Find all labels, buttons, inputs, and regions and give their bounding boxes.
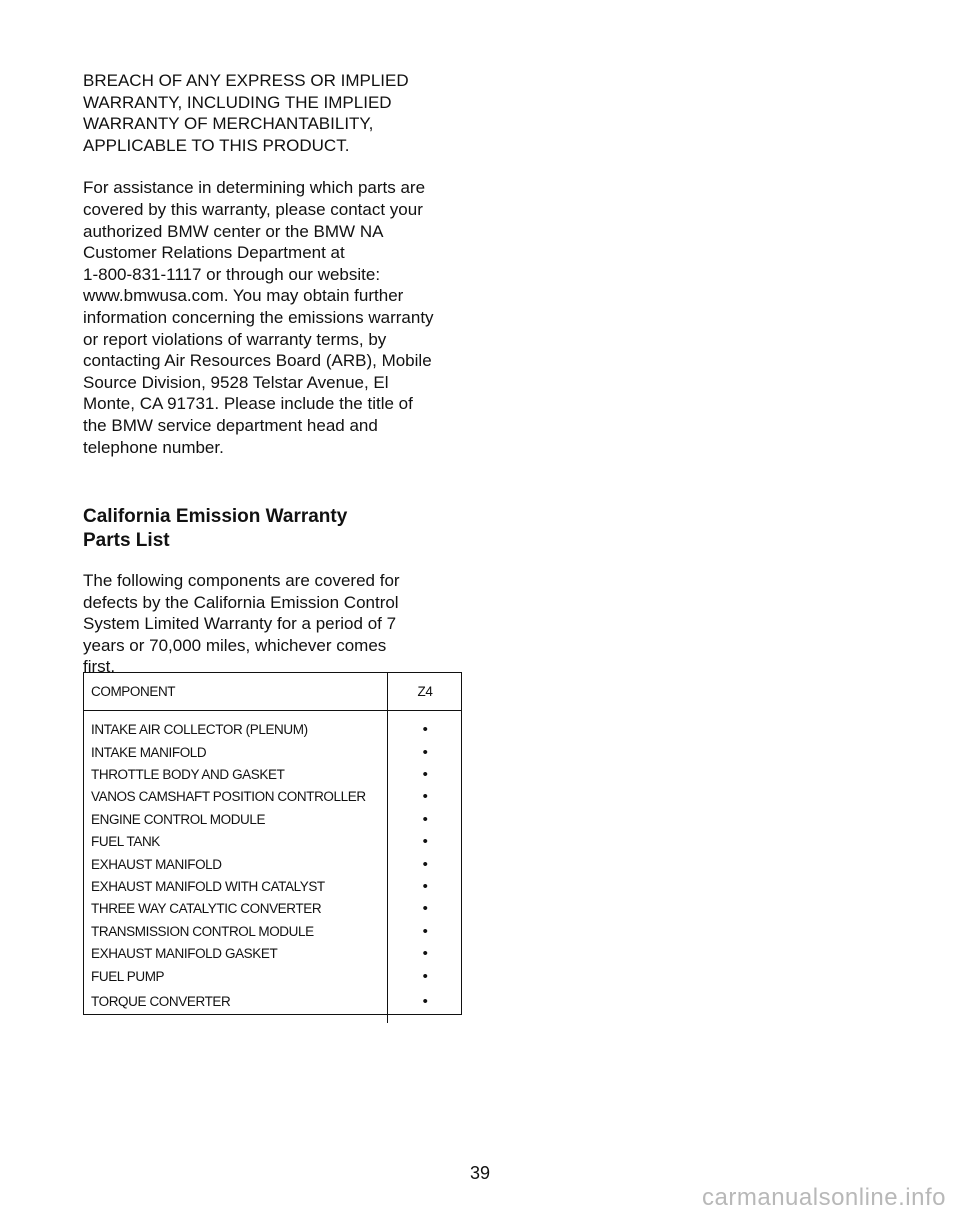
assistance-line: telephone number. — [83, 437, 224, 457]
page-number: 39 — [469, 1163, 491, 1183]
z4-cell: • — [422, 833, 428, 851]
heading-line: California Emission Warranty — [83, 506, 348, 528]
column-header-component: COMPONENT — [83, 672, 388, 711]
component-cell: INTAKE MANIFOLD — [83, 741, 388, 763]
assistance-paragraph — [83, 177, 463, 458]
z4-cell: • — [422, 766, 428, 784]
component-cell: TORQUE CONVERTER — [83, 987, 388, 1023]
assistance-line: Monte, CA 91731. Please include the title of — [83, 394, 413, 414]
component-cell: FUEL TANK — [83, 831, 388, 853]
component-cell: EXHAUST MANIFOLD — [83, 853, 388, 875]
intro-line: The following components are covered for — [83, 571, 400, 591]
table-row — [83, 898, 462, 920]
table-header-row — [83, 672, 462, 711]
disclaimer-line: WARRANTY OF MERCHANTABILITY, — [83, 114, 374, 134]
z4-cell: • — [422, 810, 428, 828]
assistance-line: www.bmwusa.com. You may obtain further — [83, 286, 404, 306]
component-cell: THROTTLE BODY AND GASKET — [83, 763, 388, 785]
component-cell: THREE WAY CATALYTIC CONVERTER — [83, 898, 388, 920]
table-row — [83, 808, 462, 830]
intro-line: System Limited Warranty for a period of 7 — [83, 614, 397, 634]
component-cell: TRANSMISSION CONTROL MODULE — [83, 920, 388, 942]
disclaimer-line: APPLICABLE TO THIS PRODUCT. — [83, 135, 350, 155]
component-cell: ENGINE CONTROL MODULE — [83, 808, 388, 830]
table-row — [83, 987, 462, 1023]
component-cell: FUEL PUMP — [83, 965, 388, 987]
table-row — [83, 711, 462, 742]
parts-table — [83, 672, 462, 1023]
intro-line: first. — [83, 657, 116, 677]
intro-line: defects by the California Emission Control — [83, 592, 399, 612]
assistance-line: 1-800-831-1117 or through our website: — [83, 264, 381, 284]
column-header-z4: Z4 — [388, 672, 463, 711]
table-row — [83, 965, 462, 987]
z4-cell: • — [422, 788, 428, 806]
z4-cell: • — [422, 743, 428, 761]
z4-cell: • — [422, 992, 428, 1010]
intro-paragraph — [83, 570, 463, 678]
text-column — [83, 70, 463, 678]
table-row — [83, 831, 462, 853]
table-row — [83, 943, 462, 965]
z4-cell: • — [422, 945, 428, 963]
component-cell: INTAKE AIR COLLECTOR (PLENUM) — [83, 711, 388, 742]
assistance-line: authorized BMW center or the BMW NA — [83, 221, 384, 241]
z4-cell: • — [422, 922, 428, 940]
watermark-text: carmanualsonline.info — [702, 1184, 946, 1211]
assistance-line: Source Division, 9528 Telstar Avenue, El — [83, 372, 389, 392]
table-row — [83, 741, 462, 763]
assistance-line: Customer Relations Department at — [83, 243, 345, 263]
assistance-line: covered by this warranty, please contact your — [83, 199, 423, 219]
assistance-line: or report violations of warranty terms, by — [83, 329, 387, 349]
z4-cell: • — [422, 878, 428, 896]
disclaimer-line: WARRANTY, INCLUDING THE IMPLIED — [83, 92, 392, 112]
table-row — [83, 920, 462, 942]
z4-cell: • — [422, 720, 428, 738]
component-cell: EXHAUST MANIFOLD WITH CATALYST — [83, 875, 388, 897]
heading-line: Parts List — [83, 530, 170, 552]
table-row — [83, 786, 462, 808]
table-row — [83, 763, 462, 785]
assistance-line: information concerning the emissions warranty — [83, 307, 434, 327]
intro-line: years or 70,000 miles, whichever comes — [83, 635, 387, 655]
component-cell: VANOS CAMSHAFT POSITION CONTROLLER — [83, 786, 388, 808]
assistance-line: For assistance in determining which parts are — [83, 178, 426, 198]
z4-cell: • — [422, 855, 428, 873]
assistance-line: the BMW service department head and — [83, 415, 378, 435]
assistance-line: contacting Air Resources Board (ARB), Mobile — [83, 351, 432, 371]
disclaimer-line: BREACH OF ANY EXPRESS OR IMPLIED — [83, 71, 409, 90]
warranty-disclaimer-paragraph — [83, 70, 463, 156]
component-cell: EXHAUST MANIFOLD GASKET — [83, 943, 388, 965]
section-heading — [83, 505, 463, 553]
z4-cell: • — [422, 967, 428, 985]
table-row — [83, 853, 462, 875]
table-row — [83, 875, 462, 897]
z4-cell: • — [422, 900, 428, 918]
